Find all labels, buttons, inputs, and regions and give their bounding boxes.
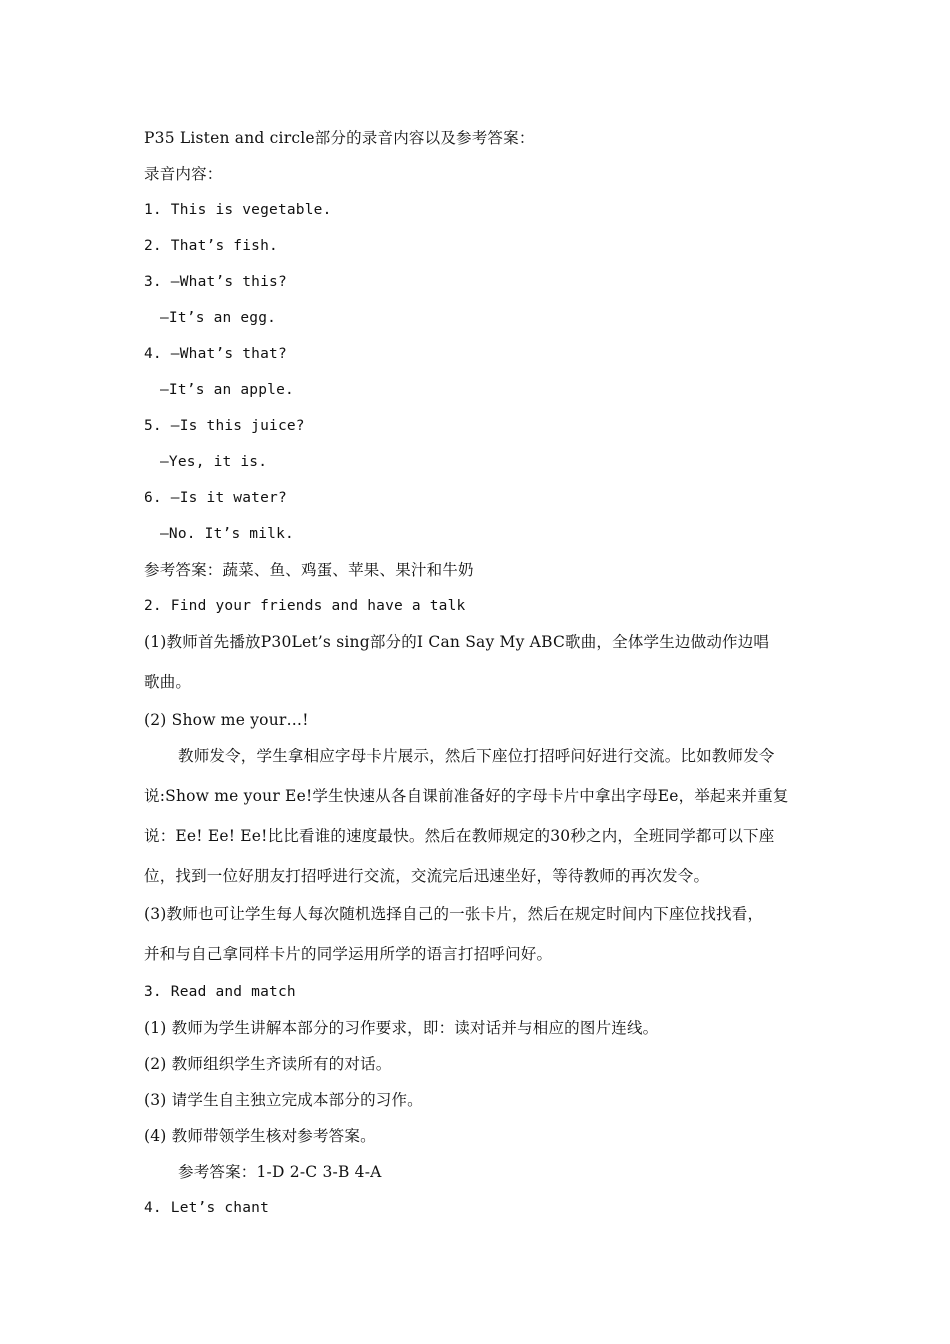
item-4-question: 4. —What’s that? — [144, 346, 287, 362]
section-2-paragraph-2-line-4: 位，找到一位好朋友打招呼进行交流，交流完后迅速坐好，等待教师的再次发令。 — [144, 867, 710, 885]
section-2-title: 2. Find your friends and have a talk — [144, 598, 466, 614]
answer-line: 参考答案：蔬菜、鱼、鸡蛋、苹果、果汁和牛奶 — [144, 561, 474, 579]
section-3-step-3: (3) 请学生自主独立完成本部分的习作。 — [144, 1091, 423, 1109]
item-1: 1. This is vegetable. — [144, 202, 332, 218]
item-3-question: 3. —What’s this? — [144, 274, 287, 290]
section-2-paragraph-1a: (1)教师首先播放P30Let’s sing部分的I Can Say My ABC歌曲，全体学生边做动作边唱 — [144, 633, 770, 651]
section-3-step-1: (1) 教师为学生讲解本部分的习作要求，即：读对话并与相应的图片连线。 — [144, 1019, 659, 1037]
section-2-paragraph-2-line-1: 教师发令，学生拿相应字母卡片展示，然后下座位打招呼问好进行交流。比如教师发令 — [178, 747, 775, 765]
section-2-paragraph-2-line-2: 说:Show me your Ee!学生快速从各自课前准备好的字母卡片中拿出字母Ee，举起来并重复 — [144, 787, 789, 805]
section-2-subtitle-2: (2) Show me your…! — [144, 711, 309, 729]
section-3-step-4: (4) 教师带领学生核对参考答案。 — [144, 1127, 376, 1145]
recording-label: 录音内容： — [144, 165, 223, 183]
heading: P35 Listen and circle部分的录音内容以及参考答案： — [144, 129, 535, 147]
section-2-paragraph-3b: 并和与自己拿同样卡片的同学运用所学的语言打招呼问好。 — [144, 945, 553, 963]
section-3-step-2: (2) 教师组织学生齐读所有的对话。 — [144, 1055, 392, 1073]
section-2-paragraph-2-line-3: 说：Ee! Ee! Ee!比比看谁的速度最快。然后在教师规定的30秒之内，全班同学都可以下座 — [144, 827, 775, 845]
section-3-answer: 参考答案：1-D 2-C 3-B 4-A — [178, 1163, 382, 1181]
item-3-answer: —It’s an egg. — [160, 310, 277, 326]
item-6-question: 6. —Is it water? — [144, 490, 287, 506]
section-4-title: 4. Let’s chant — [144, 1200, 270, 1216]
item-4-answer: —It’s an apple. — [160, 382, 294, 398]
section-3-title: 3. Read and match — [144, 984, 296, 1000]
item-5-answer: —Yes, it is. — [160, 454, 268, 470]
item-6-answer: —No. It’s milk. — [160, 526, 294, 542]
item-2: 2. That’s fish. — [144, 238, 278, 254]
section-2-paragraph-1b: 歌曲。 — [144, 673, 192, 691]
section-2-paragraph-3a: (3)教师也可让学生每人每次随机选择自己的一张卡片，然后在规定时间内下座位找找看， — [144, 905, 764, 923]
item-5-question: 5. —Is this juice? — [144, 418, 305, 434]
